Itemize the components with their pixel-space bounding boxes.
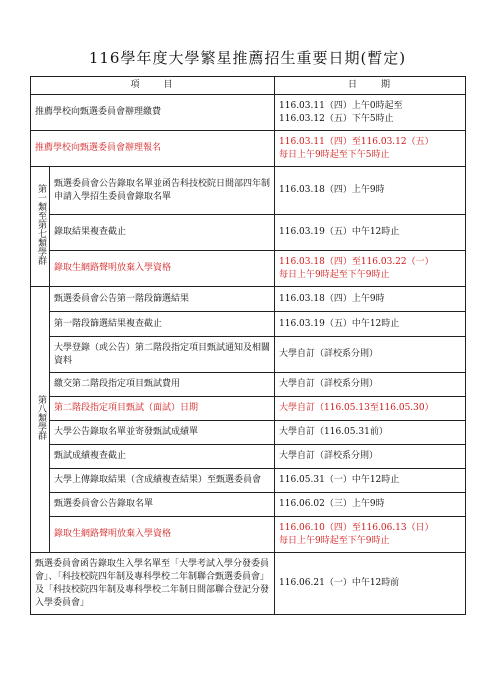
group-label-text: 第八類學群 [36,394,46,440]
row-date [275,445,466,469]
group-label-text: 第一類至第七類學群 [36,183,46,265]
table-row [31,553,466,615]
row-item: 甄選委員會公告錄取名單 [50,493,275,517]
table-row [31,421,466,445]
row-item: 大學登錄（或公告）第二階段指定項目甄試通知及相關資料 [50,337,275,373]
group-label-8 [31,287,50,553]
row-item: 推薦學校向甄選委員會辦理繳費 [31,95,275,131]
row-date [275,95,466,131]
table-row [31,131,466,167]
schedule-table [30,76,466,615]
date-line: 116.03.11（四）上午0時起至 [279,100,403,111]
row-date [275,469,466,493]
row-date: 116.06.21（一）中午12時前 [275,553,466,615]
date-line: 大學自訂（116.05.31前） [279,427,388,437]
table-header-row [31,77,466,95]
row-date [275,493,466,517]
table-row [31,493,466,517]
row-date [275,215,466,251]
date-line: 116.03.18（四）上午9時 [279,293,385,304]
item-column-header: 項 目 [31,77,275,95]
row-item: 繳交第二階段指定項目甄試費用 [50,373,275,397]
date-line: 大學自訂（詳校系分則） [279,349,379,359]
table-row [31,251,466,287]
date-line: 116.03.19（五）中午12時止 [279,318,400,329]
date-line: 每日上午9時起至下午9時止 [279,535,390,546]
table-row [31,337,466,373]
row-item: 甄選委員會公告錄取名單並函告科技校院日間部四年制申請入學招生委員會錄取名單 [50,167,275,215]
table-row [31,373,466,397]
date-line: 116.03.11（四）至116.03.12（五） [279,136,434,147]
date-line: 大學自訂（詳校系分則） [279,379,379,389]
row-item: 第一階段篩選結果複查截止 [50,312,275,337]
table-row [31,312,466,337]
date-line: 116.03.18（四）至116.03.22（一） [279,256,434,267]
row-item: 甄選委員會公告第一階段篩選結果 [50,287,275,312]
date-line: 116.05.31（一）中午12時止 [279,475,400,485]
row-item: 錄取生網路聲明放棄入學資格 [50,251,275,287]
row-item: 甄選委員會函告錄取生入學名單至「大學考試入學分發委員會」、「科技校院四年制及專科學校二年制聯合甄選委員會」及「科技校院四年制及專科學校二年制日間部聯合登記分發入學委員會」 [31,553,275,615]
table-row [31,215,466,251]
date-line: 每日上午9時起至下午9時止 [279,269,390,280]
date-line: 大學自訂（詳校系分則） [279,451,379,461]
table-row [31,445,466,469]
page-title: 116學年度大學繁星推薦招生重要日期(暫定) [88,49,407,67]
row-date [275,517,466,553]
date-column-header: 日 期 [275,77,466,95]
table-row [31,517,466,553]
row-item: 大學公告錄取名單並寄發甄試成績單 [50,421,275,445]
date-line: 116.06.10（四）至116.06.13（日） [279,522,434,533]
row-item: 第二階段指定項目甄試（面試）日期 [50,397,275,421]
row-date [275,167,466,215]
row-item: 錄取結果複查截止 [50,215,275,251]
date-line: 116.03.18（四）上午9時 [279,185,385,195]
table-row [31,469,466,493]
row-date [275,337,466,373]
group-label-1-7 [31,167,50,287]
row-item: 錄取生網路聲明放棄入學資格 [50,517,275,553]
table-row [31,95,466,131]
table-row [31,167,466,215]
row-item: 推薦學校向甄選委員會辦理報名 [31,131,275,167]
row-date [275,373,466,397]
row-date [275,251,466,287]
row-item: 甄試成績複查截止 [50,445,275,469]
row-date [275,397,466,421]
date-line: 116.06.02（三）上午9時 [279,499,385,509]
date-line: 116.03.19（五）中午12時止 [279,227,400,237]
row-item: 大學上傳錄取結果（含成績複查結果）至甄選委員會 [50,469,275,493]
table-row [31,287,466,312]
row-date [275,287,466,312]
date-line: 大學自訂（116.05.13至116.05.30） [279,403,434,413]
table-row [31,397,466,421]
row-date [275,421,466,445]
row-date [275,131,466,167]
date-line: 116.03.12（五）下午5時止 [279,113,394,124]
date-line: 每日上午9時起至下午5時止 [279,149,390,160]
row-date [275,312,466,337]
